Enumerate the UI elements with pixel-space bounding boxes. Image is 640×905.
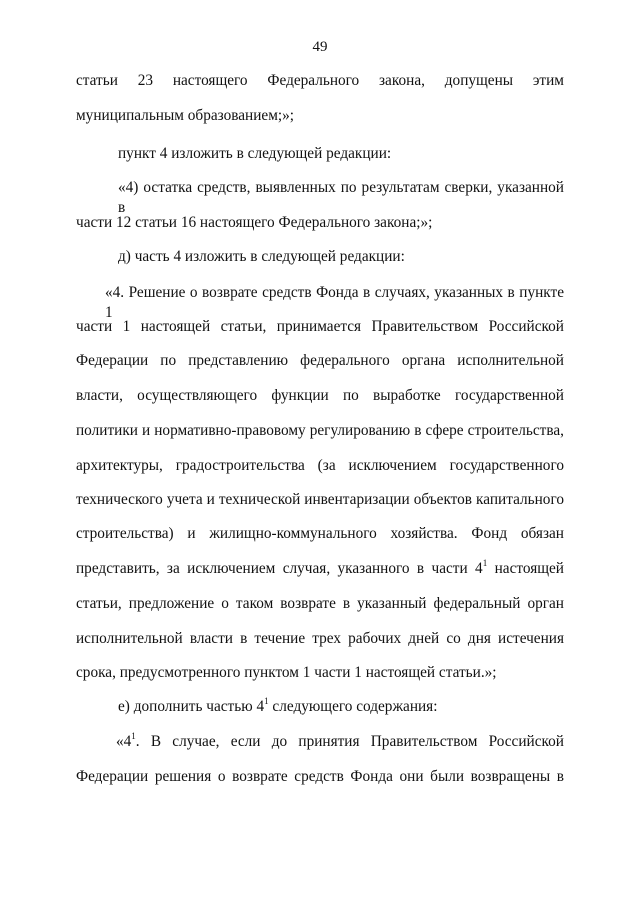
text-line-16: статьи, предложение о таком возврате в указанный федеральный орган (76, 595, 564, 612)
superscript: 1 (131, 730, 136, 741)
text-line-17: исполнительной власти в течение трех рабочих дней со дня истечения (76, 630, 564, 647)
text-line-1: статьи 23 настоящего Федерального закона, допущены этим (76, 72, 564, 89)
text-line-15: представить, за исключением случая, указанного в части $4^1$ настоящей (76, 557, 564, 577)
text-line-7: «4. Решение о возврате средств Фонда в случаях, указанных в пункте 1 (105, 284, 564, 321)
text-line-2: муниципальным образованием;»; (76, 107, 295, 124)
text-line-21: Федерации решения о возврате средств Фонда они были возвращены в (76, 768, 564, 785)
text-line-5: части 12 статьи 16 настоящего Федерального закона;»; (76, 214, 433, 231)
superscript: 1 (482, 557, 488, 568)
text-line-14: строительства) и жилищно-коммунального хозяйства. Фонд обязан (76, 525, 564, 542)
text-line-19: е) дополнить частью $4^1$ следующего содержания: (118, 695, 438, 715)
text-line-20: «$4^1$. В случае, если до принятия Правительством Российской (116, 730, 564, 750)
text-line-11: политики и нормативно-правовому регулированию в сфере строительства, (76, 422, 564, 439)
text-line-8: части 1 настоящей статьи, принимается Правительством Российской (76, 318, 564, 335)
text-line-12: архитектуры, градостроительства (за исключением государственного (76, 457, 564, 474)
text-line-18: срока, предусмотренного пунктом 1 части 1 настоящей статьи.»; (76, 664, 497, 681)
text-line-3: пункт 4 изложить в следующей редакции: (118, 145, 392, 162)
text-line-4: «4) остатка средств, выявленных по результатам сверки, указанной в (118, 179, 564, 216)
superscript: 1 (264, 695, 269, 706)
text-line-13: технического учета и технической инвентаризации объектов капитального (76, 491, 564, 508)
text-line-10: власти, осуществляющего функции по выработке государственной (76, 387, 564, 404)
page-number: 49 (312, 39, 328, 55)
text-line-9: Федерации по представлению федерального органа исполнительной (76, 352, 564, 369)
text-line-6: д) часть 4 изложить в следующей редакции: (118, 248, 405, 265)
